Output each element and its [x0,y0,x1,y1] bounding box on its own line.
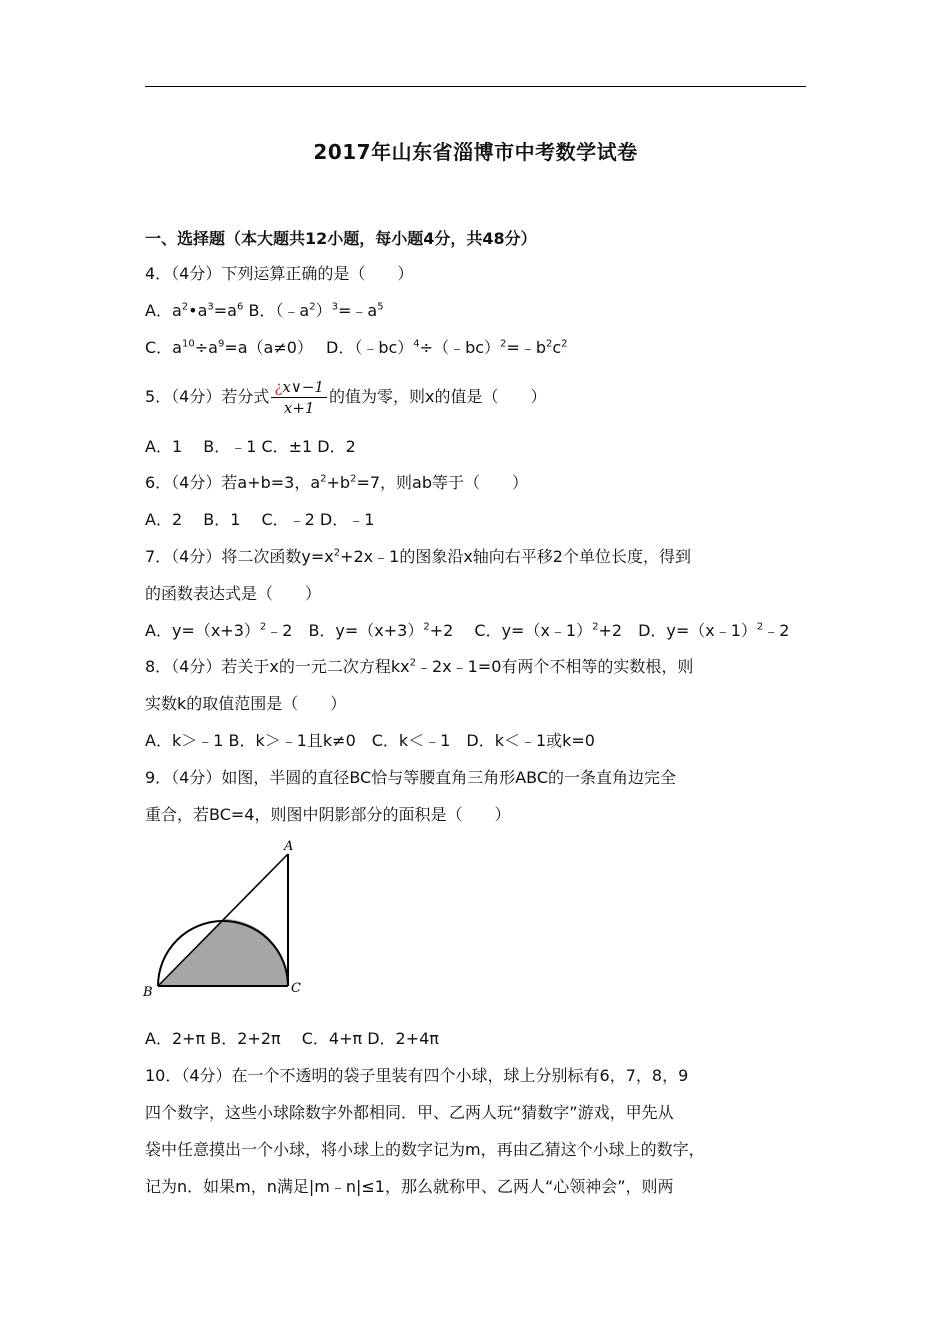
question-6-options: A．2 B．1 C．﹣2 D．﹣1 [145,510,375,529]
question-10-line-2: 四个数字，这些小球除数字外都相同．甲、乙两人玩“猜数字”游戏，甲先从 [145,1103,674,1122]
fraction: $\frac{¿x\vee-1}{x+1}$ [271,378,327,417]
question-4-options-cd: C．$a^{10}\div a^9=a(a\ne 0)$ D．$(﹣bc)^4\div(﹣bc)^2=﹣b^2c^2$ [145,338,568,357]
question-9-line-1: 9．（4分）如图，半圆的直径BC恰与等腰直角三角形ABC的一条直角边完全 [145,768,677,787]
question-10-line-4: 记为n．如果m，n满足|m﹣n|≤1，那么就称甲、乙两人“心领神会”，则两 [145,1177,674,1196]
question-4-stem: 4．（4分）下列运算正确的是（ ） [145,264,414,283]
question-5-options: A．1 B．﹣1 C．±1 D．2 [145,437,356,456]
header-rule [145,86,806,87]
section-heading: 一、选择题（本大题共12小题，每小题4分，共48分） [145,229,537,248]
question-8-options: A．k＞﹣1 B．k＞﹣1且k≠0 C．k＜﹣1 D．k＜﹣1或k=0 [145,731,595,750]
question-7-line-1: 7．（4分）将二次函数$y=x^2+2x﹣1$的图象沿x轴向右平移2个单位长度，得到 [145,547,691,566]
question-7-line-2: 的函数表达式是（ ） [145,584,322,603]
question-10-line-3: 袋中任意摸出一个小球，将小球上的数字记为m，再由乙猜这个小球上的数字， [145,1140,705,1159]
question-4-options-ab: A．$a^2•a^3=a^6$ B．$(﹣a^2)^3=﹣a^5$ [145,301,384,320]
question-8-line-2: 实数k的取值范围是（ ） [145,694,347,713]
page-title: 2017年山东省淄博市中考数学试卷 [313,140,638,164]
label-c: C [291,981,301,996]
label-a: A [284,839,294,854]
question-7-options: A．$y=(x+3)^2﹣2$ B．$y=(x+3)^2+2$ C．y=（x﹣1）$^2$+2 D．y=（x﹣1）$^2$﹣2 [145,621,790,640]
question-6-stem: 6．（4分）若a+b=3，$a^2+b^2=7$，则ab等于（ ） [145,473,528,492]
label-b: B [143,985,153,1000]
question-5-stem: 5．（4分）若分式 $\frac{¿x\vee-1}{x+1}$ 的值为零，则x的值是（ ） [145,378,547,417]
question-9-line-2: 重合，若BC=4，则图中阴影部分的面积是（ ） [145,805,511,824]
question-9-options: A．2+π B．2+2π C．4+π D．2+4π [145,1029,439,1048]
question-8-line-1: 8．（4分）若关于x的一元二次方程$kx^2﹣2x﹣1=0$有两个不相等的实数根，则 [145,657,694,676]
question-10-line-1: 10．（4分）在一个不透明的袋子里装有四个小球，球上分别标有6，7，8，9 [145,1066,689,1085]
shaded-region [158,919,288,986]
semicircle-triangle-figure [140,836,320,1001]
